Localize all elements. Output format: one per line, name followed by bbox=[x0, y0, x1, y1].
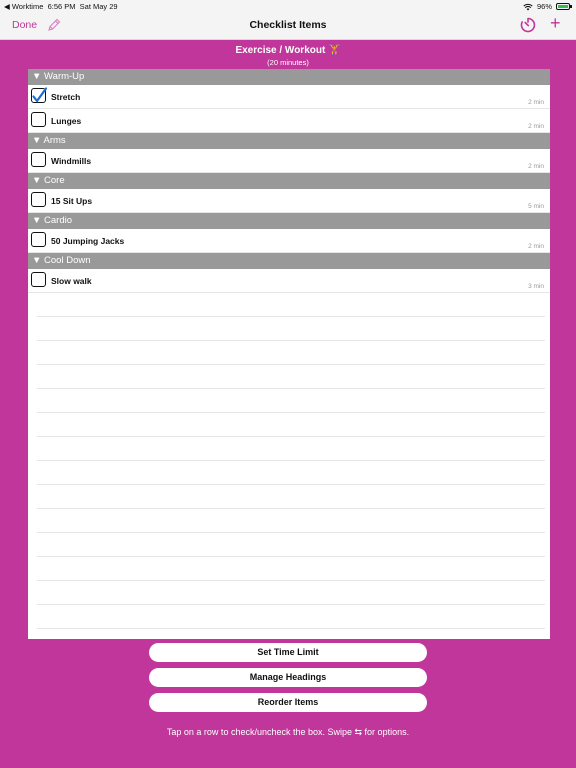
empty-row bbox=[37, 581, 545, 605]
section-heading[interactable]: ▼ Cool Down bbox=[28, 253, 550, 269]
item-label: Slow walk bbox=[51, 276, 92, 286]
checklist-row[interactable] bbox=[28, 189, 550, 213]
section-heading[interactable]: ▼ Core bbox=[28, 173, 550, 189]
item-label: Windmills bbox=[51, 156, 92, 166]
item-label: Stretch bbox=[51, 92, 81, 102]
checkbox-icon[interactable] bbox=[31, 272, 46, 287]
battery-percent: 96% bbox=[536, 2, 552, 11]
item-label: 50 Jumping Jacks bbox=[51, 236, 125, 246]
empty-row bbox=[37, 461, 545, 485]
empty-row bbox=[37, 557, 545, 581]
checkbox-icon[interactable] bbox=[31, 88, 46, 103]
checkbox-icon[interactable] bbox=[31, 232, 46, 247]
item-duration: 5 min bbox=[528, 203, 544, 210]
top-bar bbox=[0, 0, 576, 40]
checkbox-icon[interactable] bbox=[31, 152, 46, 167]
empty-row bbox=[37, 485, 545, 509]
empty-row bbox=[37, 629, 545, 639]
section-heading[interactable]: ▼ Warm-Up bbox=[28, 69, 550, 85]
checklist-row[interactable] bbox=[28, 149, 550, 173]
checklist-title: Exercise / Workout 🏋 bbox=[235, 45, 341, 56]
empty-row bbox=[37, 413, 545, 437]
timer-icon[interactable] bbox=[519, 16, 537, 34]
section-heading[interactable]: ▼ Cardio bbox=[28, 213, 550, 229]
checklist-row[interactable] bbox=[28, 85, 550, 109]
empty-row bbox=[37, 605, 545, 629]
add-item-button[interactable]: + bbox=[550, 13, 561, 33]
section-container bbox=[28, 69, 550, 293]
empty-row bbox=[37, 509, 545, 533]
empty-row bbox=[37, 341, 545, 365]
wifi-icon bbox=[523, 3, 533, 11]
status-right bbox=[523, 2, 570, 11]
empty-row bbox=[37, 365, 545, 389]
empty-row bbox=[37, 293, 545, 317]
usage-hint: Tap on a row to check/uncheck the box. Swipe ⇆ for options. bbox=[166, 727, 410, 737]
set-time-limit-button[interactable]: Set Time Limit bbox=[149, 643, 427, 662]
empty-rows bbox=[28, 293, 550, 639]
status-left bbox=[4, 2, 118, 11]
checklist-row[interactable] bbox=[28, 229, 550, 253]
battery-icon bbox=[556, 3, 570, 10]
empty-row bbox=[37, 389, 545, 413]
item-duration: 2 min bbox=[528, 99, 544, 106]
done-button[interactable]: Done bbox=[12, 19, 38, 31]
reorder-items-button[interactable]: Reorder Items bbox=[149, 693, 427, 712]
checkmark-icon bbox=[31, 86, 48, 104]
checklist-total-duration: (20 minutes) bbox=[267, 58, 309, 67]
empty-row bbox=[37, 437, 545, 461]
nav-title: Checklist Items bbox=[249, 19, 327, 31]
item-duration: 2 min bbox=[528, 243, 544, 250]
checkbox-icon[interactable] bbox=[31, 192, 46, 207]
checkbox-icon[interactable] bbox=[31, 112, 46, 127]
back-to-app-link[interactable]: ◀ Worktime bbox=[4, 2, 44, 11]
manage-headings-button[interactable]: Manage Headings bbox=[149, 668, 427, 687]
checklist-row[interactable] bbox=[28, 269, 550, 293]
item-duration: 2 min bbox=[528, 163, 544, 170]
checklist-table[interactable] bbox=[28, 69, 550, 639]
item-label: 15 Sit Ups bbox=[51, 196, 93, 206]
section-heading[interactable]: ▼ Arms bbox=[28, 133, 550, 149]
checklist-row[interactable] bbox=[28, 109, 550, 133]
status-date: Sat May 29 bbox=[79, 2, 118, 11]
item-duration: 2 min bbox=[528, 123, 544, 130]
item-label: Lunges bbox=[51, 116, 82, 126]
empty-row bbox=[37, 317, 545, 341]
empty-row bbox=[37, 533, 545, 557]
status-bar bbox=[0, 0, 576, 12]
item-duration: 3 min bbox=[528, 283, 544, 290]
status-time: 6:56 PM bbox=[47, 2, 76, 11]
